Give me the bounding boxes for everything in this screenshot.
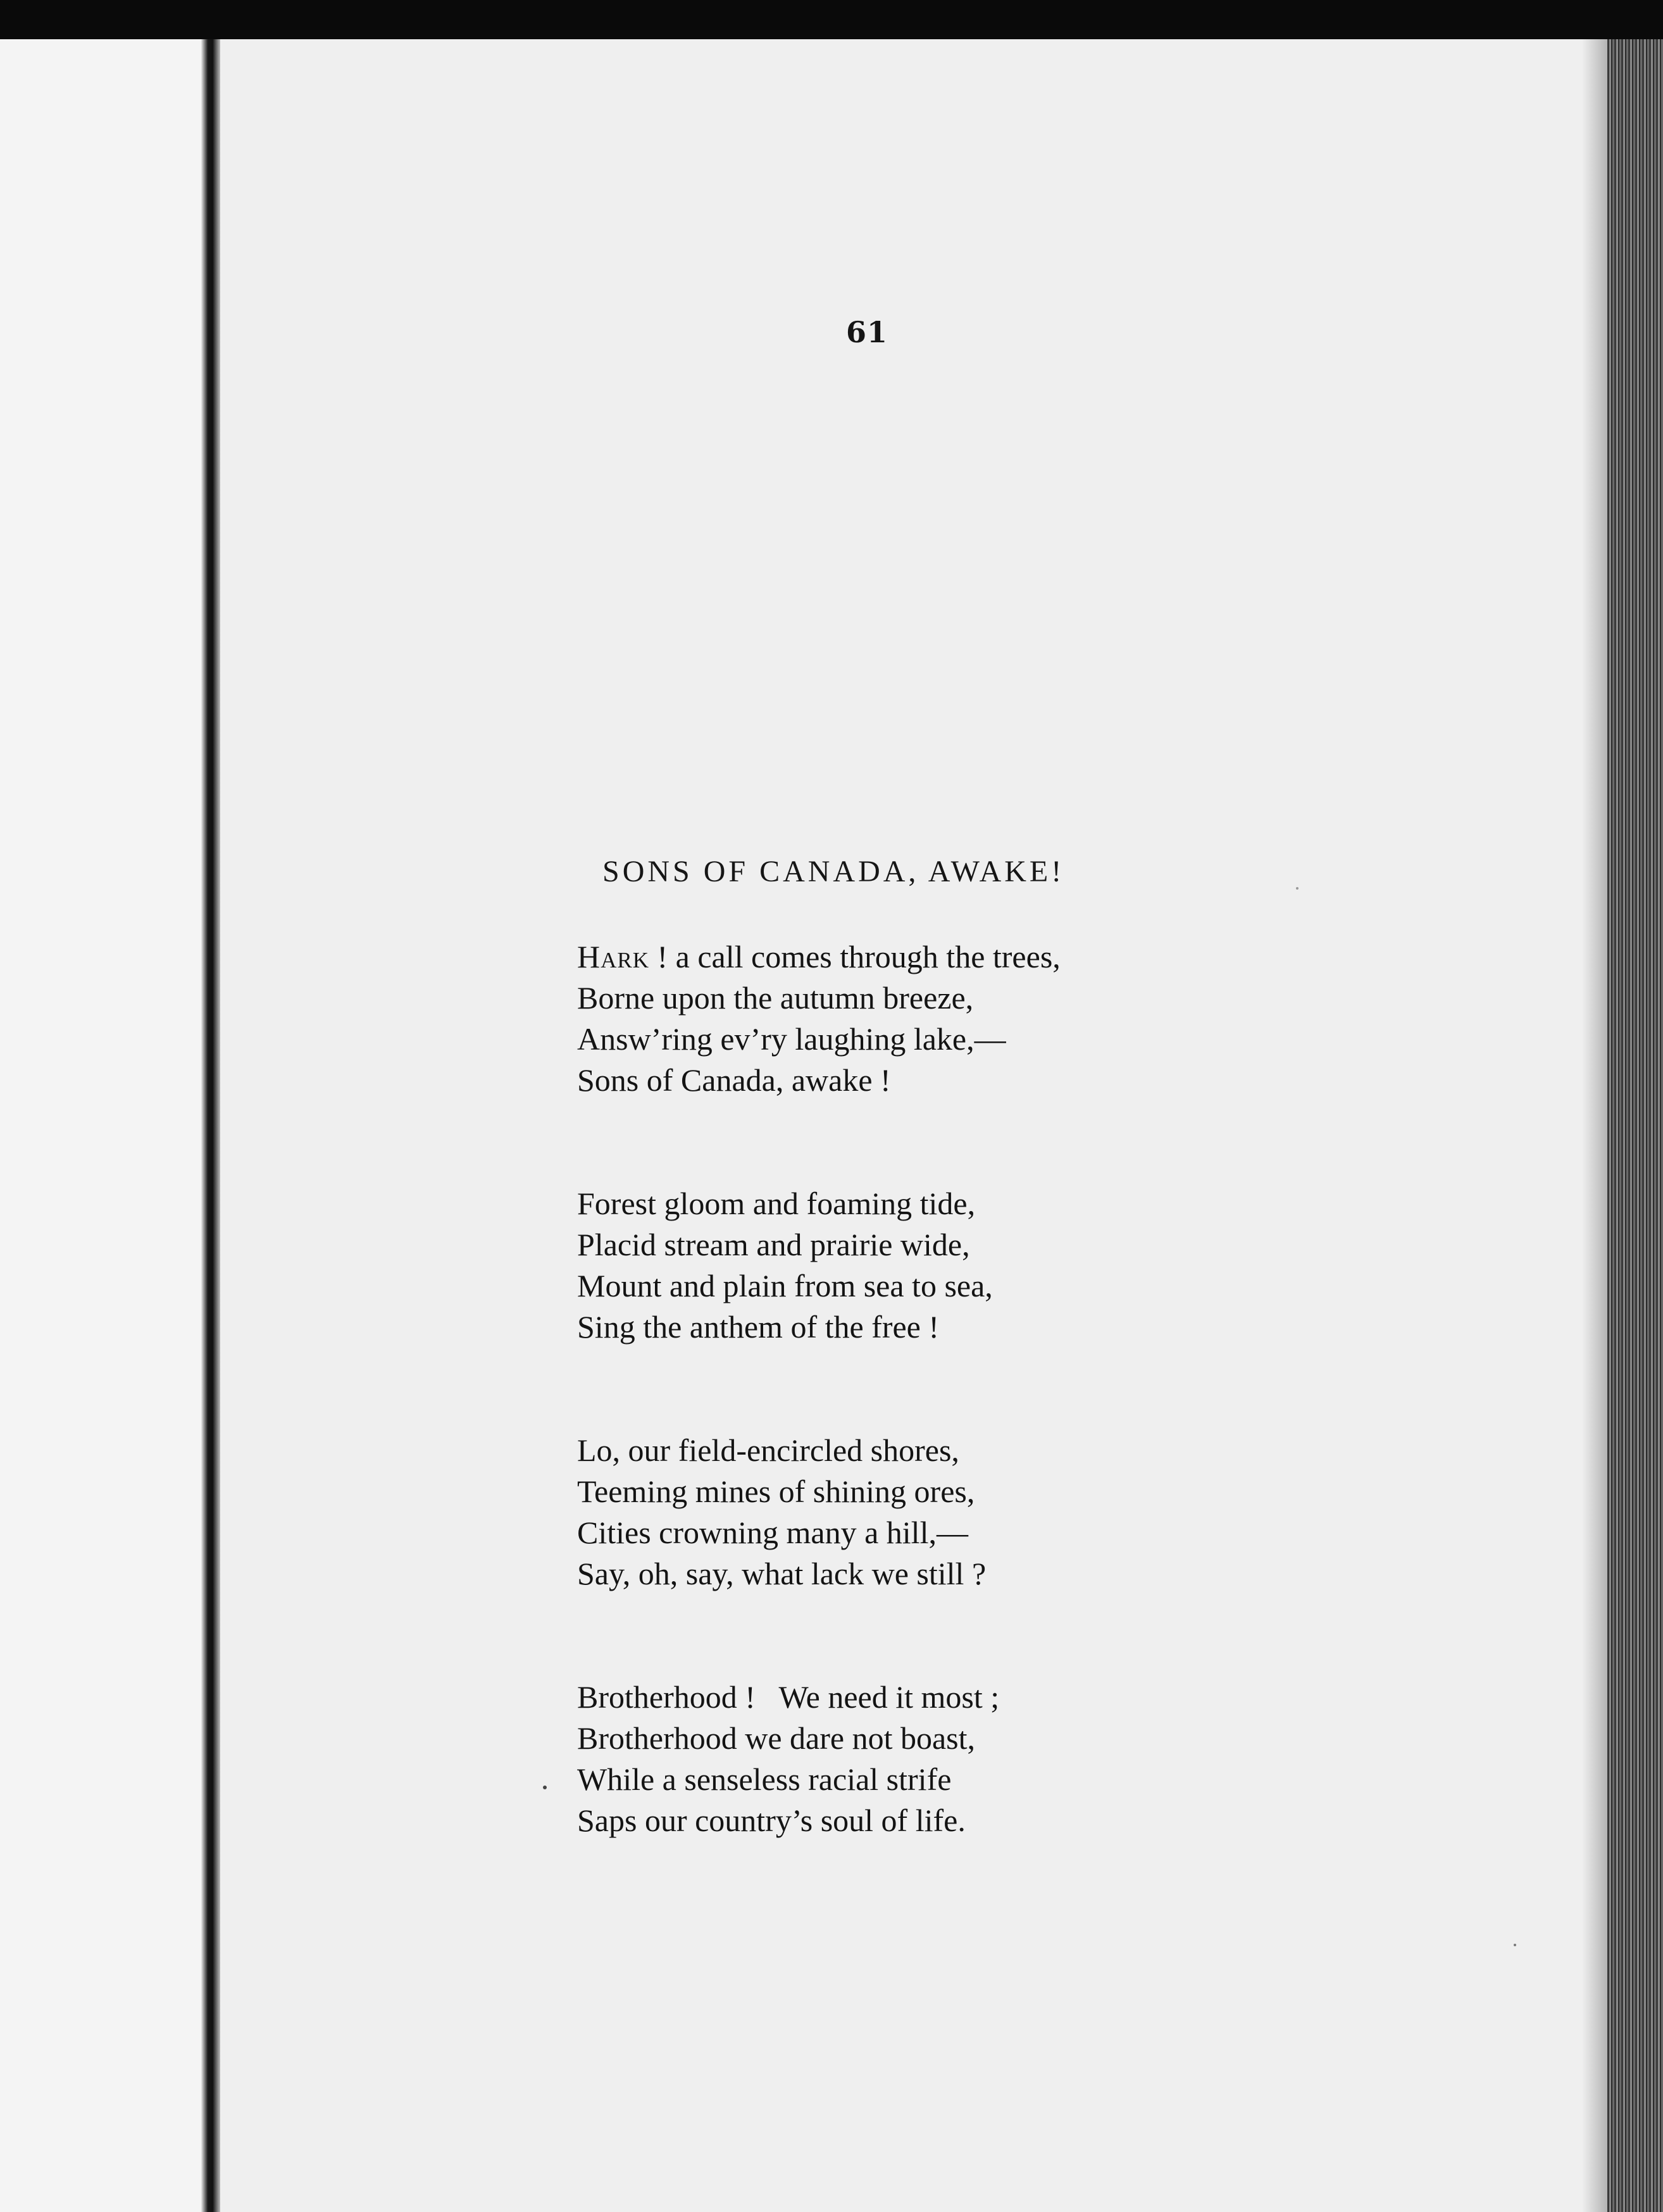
poem-line: Forest gloom and foaming tide, xyxy=(577,1186,976,1221)
stanza xyxy=(577,1183,1210,1348)
poem-line: While a senseless racial strife xyxy=(577,1762,952,1797)
page-edge-shadow xyxy=(1582,39,1610,2212)
scan-speck xyxy=(1514,1944,1516,1946)
scan-speck xyxy=(1296,887,1299,890)
stanza xyxy=(577,1677,1210,1841)
poem-line: Teeming mines of shining ores, xyxy=(577,1474,975,1509)
poem-line: Mount and plain from sea to sea, xyxy=(577,1268,993,1303)
poem-line: Borne upon the autumn breeze, xyxy=(577,980,974,1016)
page-number: 61 xyxy=(845,315,888,349)
poem-line: Brotherhood we dare not boast, xyxy=(577,1720,976,1756)
stanza xyxy=(577,936,1210,1101)
poem-line: Answ’ring ev’ry laughing lake,— xyxy=(577,1021,1006,1057)
poem-line: Cities crowning many a hill,— xyxy=(577,1515,968,1550)
page-edges xyxy=(1607,39,1663,2212)
facing-page xyxy=(0,39,212,2212)
poem-line: Saps our country’s soul of life. xyxy=(577,1803,966,1838)
poem-line: Brotherhood ! We need it most ; xyxy=(577,1679,1000,1715)
scan-speck xyxy=(543,1786,547,1789)
poem-line: Say, oh, say, what lack we still ? xyxy=(577,1556,987,1591)
poem-line: Placid stream and prairie wide, xyxy=(577,1227,970,1262)
poem-title: SONS OF CANADA, AWAKE! xyxy=(602,855,1065,888)
poem-line xyxy=(577,936,1210,978)
poem-line: Sons of Canada, awake ! xyxy=(577,1062,891,1098)
book-gutter xyxy=(201,39,220,2212)
poem-line-text: ! a call comes through the trees, xyxy=(649,939,1061,974)
poem-body xyxy=(577,936,1210,1923)
scan-top-border xyxy=(0,0,1663,39)
stanza xyxy=(577,1430,1210,1594)
opening-word: Hark xyxy=(577,939,650,974)
poem-line: Sing the anthem of the free ! xyxy=(577,1309,940,1345)
poem-line: Lo, our field-encircled shores, xyxy=(577,1432,959,1468)
